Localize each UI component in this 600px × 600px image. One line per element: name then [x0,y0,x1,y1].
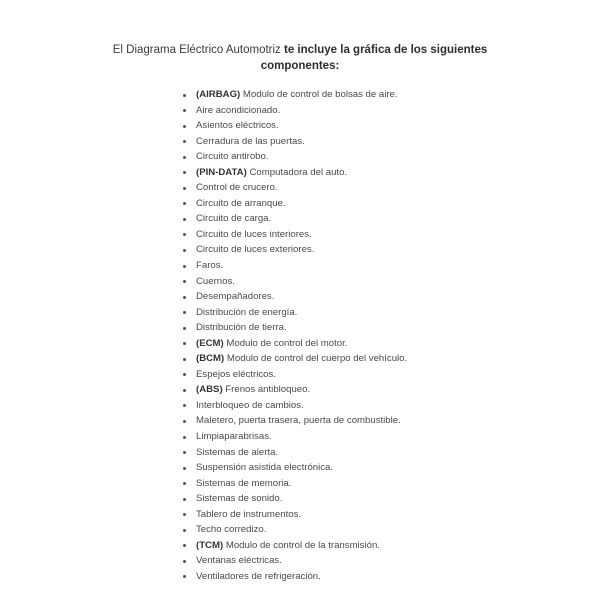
list-item [180,538,580,554]
list-item [180,87,580,103]
list-item-text: Circuito de luces interiores. [196,228,312,240]
list-item [180,367,580,383]
list-item-text: Modulo de control del motor. [223,337,348,349]
bullet-icon [183,373,186,376]
list-item-text: Ventanas eléctricas. [196,555,282,567]
list-item-acronym: (ECM) [196,337,224,349]
bullet-icon [183,109,186,112]
list-item [180,569,580,585]
list-item-text: Interbloqueo de cambios. [196,399,304,411]
bullet-icon [183,436,186,439]
list-item-text: Suspensión asistida electrónica. [196,462,334,474]
bullet-icon [183,482,186,485]
bullet-icon [183,218,186,221]
list-item-text: Desempañadores. [196,291,275,303]
list-item [180,445,580,461]
list-item-acronym: (TCM) [196,539,224,551]
list-item-text: Sistemas de sonido. [196,493,283,505]
list-item [180,149,580,165]
list-item-text: Cerradura de las puertas. [196,135,305,147]
list-item-text: Modulo de control de la transmisión. [223,539,380,551]
bullet-icon [183,249,186,252]
list-item-text: Espejos eléctricos. [196,368,276,380]
list-item-text: Distribución de energía. [196,306,298,318]
list-item-text: Tablero de instrumentos. [196,508,302,520]
list-item-text: Circuito antirobo. [196,151,269,163]
bullet-icon [183,280,186,283]
list-item-text: Limpiaparabrisas. [196,431,272,443]
bullet-icon [183,342,186,345]
list-item [180,196,580,212]
bullet-icon [183,233,186,236]
bullet-icon [183,358,186,361]
list-item [180,522,580,538]
list-item-text: Sistemas de alerta. [196,446,279,458]
list-item-text: Maletero, puerta trasera, puerta de combustible. [196,415,401,427]
list-item [180,351,580,367]
list-item [180,242,580,258]
list-item [180,507,580,523]
list-item-text: Circuito de luces exteriores. [196,244,315,256]
list-item-text: Ventiladores de refrigeración. [196,570,321,582]
list-item [180,476,580,492]
list-item [180,118,580,134]
bullet-icon [183,498,186,501]
list-item [180,320,580,336]
list-item-text: Control de crucero. [196,182,278,194]
list-item-acronym: (BCM) [196,353,225,365]
bullet-icon [183,171,186,174]
list-item [180,258,580,274]
list-item-text: Sistemas de memoria. [196,477,292,489]
bullet-icon [183,296,186,299]
bullet-icon [183,467,186,470]
bullet-icon [183,544,186,547]
bullet-icon [183,265,186,268]
list-item-text: Circuito de carga. [196,213,272,225]
bullet-icon [183,404,186,407]
list-item [180,553,580,569]
list-item [180,336,580,352]
list-item-text: Computadora del auto. [246,166,348,178]
list-item-text: Aire acondicionado. [196,104,281,116]
list-item-text: Frenos antibloqueo. [222,384,311,396]
component-list [180,87,580,585]
list-item [180,491,580,507]
intro-line-1 [0,42,600,58]
bullet-icon [183,327,186,330]
list-item [180,134,580,150]
list-item [180,398,580,414]
list-item-text: Modulo de control del cuerpo del vehículo. [224,353,408,365]
list-item-text: Modulo de control de bolsas de aire. [240,89,398,100]
intro-normal-text: El Diagrama Eléctrico Automotriz [112,44,285,56]
list-item [180,460,580,476]
bullet-icon [183,311,186,314]
bullet-icon [183,575,186,578]
list-item [180,227,580,243]
bullet-icon [183,202,186,205]
list-item [180,413,580,429]
bullet-icon [183,560,186,563]
list-item-text: Asientos eléctricos. [196,120,279,132]
list-item [180,165,580,181]
bullet-icon [183,94,186,97]
list-item-acronym: (AIRBAG) [196,89,241,100]
intro-line-2 [0,58,600,74]
list-item [180,305,580,321]
list-item [180,180,580,196]
intro-bold-text-2: componentes: [260,60,340,72]
list-item [180,429,580,445]
list-item-text: Distribución de tierra. [196,322,287,334]
list-item-text: Circuito de arranque. [196,197,286,209]
bullet-icon [183,451,186,454]
list-item-acronym: (ABS) [196,384,223,396]
bullet-icon [183,156,186,159]
bullet-icon [183,513,186,516]
bullet-icon [183,420,186,423]
bullet-icon [183,529,186,532]
list-item [180,103,580,119]
list-item [180,211,580,227]
list-item [180,289,580,305]
bullet-icon [183,125,186,128]
list-item [180,274,580,290]
bullet-icon [183,187,186,190]
list-item-text: Cuernos. [196,275,235,287]
list-item [180,382,580,398]
bullet-icon [183,389,186,392]
intro-paragraph [0,42,600,74]
list-item-text: Techo corredizo. [196,524,267,536]
list-item-acronym: (PIN-DATA) [196,166,247,178]
intro-bold-text: te incluye la gráfica de los siguientes [284,44,488,56]
list-item-text: Faros. [196,260,224,272]
bullet-icon [183,140,186,143]
